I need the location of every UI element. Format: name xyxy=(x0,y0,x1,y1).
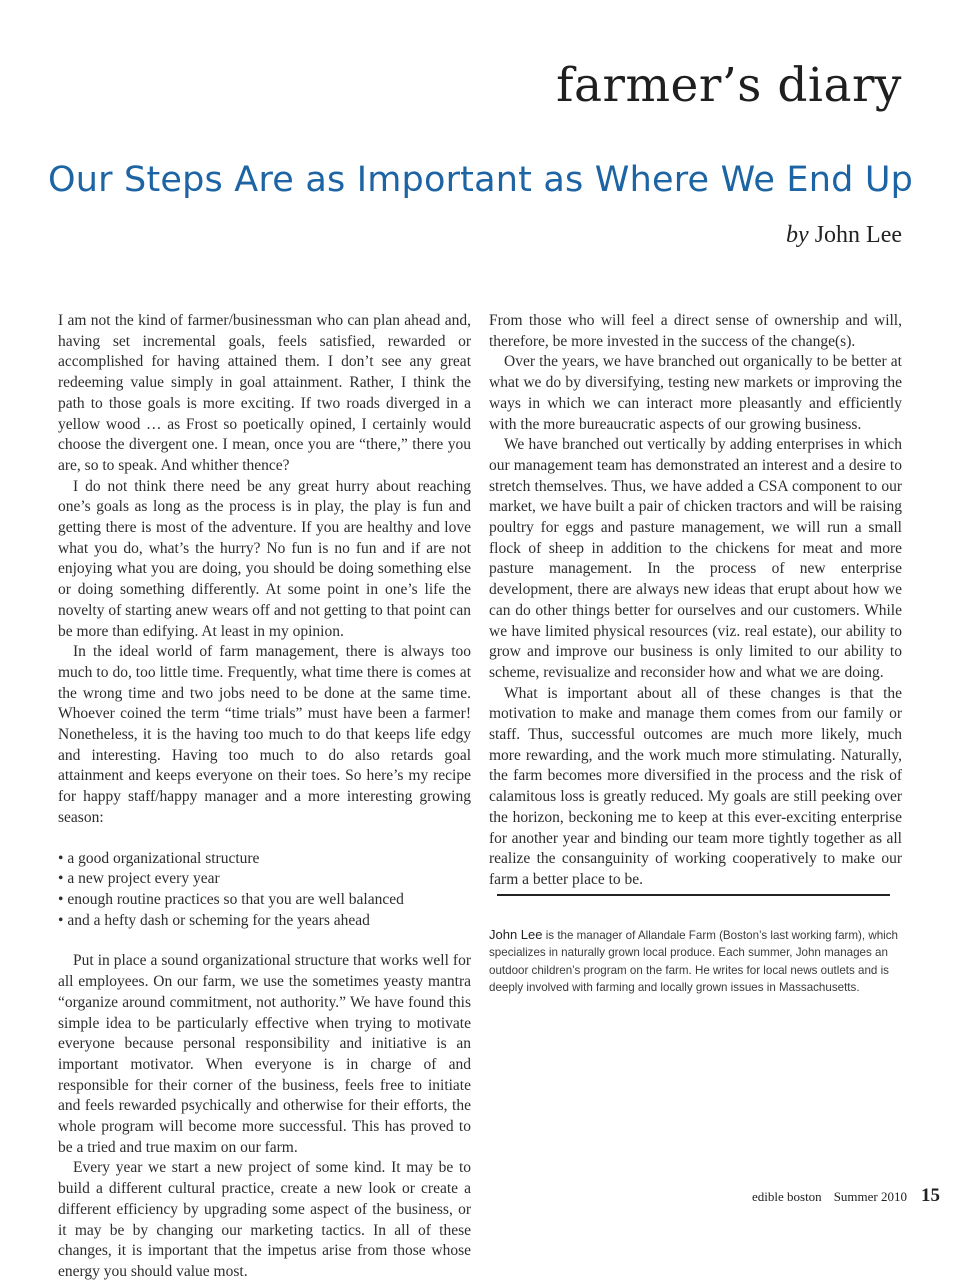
byline-author: John Lee xyxy=(814,222,902,248)
list-item: • enough routine practices so that you are well balanced xyxy=(58,890,471,911)
publication-name: edible boston xyxy=(752,1189,822,1204)
paragraph: I am not the kind of farmer/businessman who can plan ahead and, having set incremental goals, feels satisfied, rewarded or accomplished for having attained them. I don’t see any great redeeming value simply in goal attainment. Rather, I think the path to those goals is more exciting. If two roads diverged in a yellow wood … as Frost so poetically opined, I certainly would choose the divergent one. I mean, once you are “there,” there you are, so to speak. And whither thence? xyxy=(58,312,471,474)
author-bio xyxy=(489,926,905,997)
list-item: • a new project every year xyxy=(58,869,471,890)
bio-author-name: John Lee xyxy=(489,927,543,942)
bio-text: is the manager of Allandale Farm (Boston’s last working farm), which specializes in naturally grown local produce. Each summer, John manages an outdoor children’s program on the farm. He writes for local news outlets and is deeply involved with farming and locally grown issues in Massachusetts. xyxy=(489,929,898,995)
right-column xyxy=(489,311,902,891)
paragraph: I do not think there need be any great hurry about reaching one’s goals as long as the process is in play, the play is fun and getting there is most of the adventure. If you are healthy and love what you do, what’s the hurry? No fun is no fun and if are not enjoying what you are doing, you should be doing something else or doing something differently. At some point in one’s life the novelty of starting anew wears off and not getting to that point can be more than edifying. At least in my opinion. xyxy=(58,477,471,640)
paragraph: Every year we start a new project of some kind. It may be to build a different cultural practice, create a new look or create a different efficiency by upgrading some aspect of the business, or it may be by changing our marketing tactics. In all of these changes, it is important that the impetus arise from those whose energy you should value most. xyxy=(58,1159,471,1280)
paragraph: From those who will feel a direct sense of ownership and will, therefore, be more invested in the success of the change(s). xyxy=(489,312,902,350)
recipe-list xyxy=(58,849,471,932)
list-item: • a good organizational structure xyxy=(58,849,471,870)
paragraph: In the ideal world of farm management, there is always too much to do, too little time. Frequently, what time there is comes at the wrong time and two jobs need to be done at the same time. Whoever coined the term “time trials” must have been a farmer! Nonetheless, it is the having too much to do that keeps life edgy and interesting. Having too much to do also retards goal attainment and keeps everyone on their toes. So here’s my recipe for happy staff/happy manager and a more interesting growing season: xyxy=(58,643,471,826)
paragraph: What is important about all of these changes is that the motivation to make and manage them comes from our family or staff. Thus, successful outcomes are much more likely, much more rewarding, and the work much more stimulating. Naturally, the farm becomes more diversified in the process and the risk of calamitous loss is greatly reduced. My goals are still peeking over the horizon, beckoning me to keep at this ever-exciting enterprise for another year and binding our team more tightly together as all realize the consanguinity of working cooperatively to make our farm a better place to be. xyxy=(489,684,902,888)
list-item: • and a hefty dash or scheming for the years ahead xyxy=(58,911,471,932)
issue-label: Summer 2010 xyxy=(833,1189,907,1204)
bio-divider xyxy=(497,894,890,896)
paragraph: Over the years, we have branched out organically to be better at what we do by diversifying, testing new markets or improving the ways in which we can interact more pleasantly and efficiently with the more bureaucratic aspects of our growing business. xyxy=(489,353,902,433)
left-column xyxy=(58,311,471,1283)
section-title: farmer’s diary xyxy=(556,58,902,113)
article-headline: Our Steps Are as Important as Where We End Up xyxy=(48,160,914,200)
byline xyxy=(786,222,902,249)
page-footer xyxy=(752,1185,940,1207)
page-number: 15 xyxy=(921,1185,940,1206)
paragraph: Put in place a sound organizational structure that works well for all employees. On our farm, we use the sometimes yeasty mantra “organize around commitment, not authority.” We have found this simple idea to be particularly effective when trying to motivate everyone because personal responsibility and initiative is an important motivator. When everyone is in charge of and responsible for their corner of the business, feels free to initiate and feels rewarded psychically and otherwise for their efforts, the whole program will become more successful. This has proved to be a tried and true maxim on our farm. xyxy=(58,952,471,1156)
byline-prefix: by xyxy=(786,222,809,248)
paragraph: We have branched out vertically by adding enterprises in which our management team has demonstrated an interest and a desire to stretch themselves. Thus, we have added a CSA component to our market, we have built a pair of chicken tractors and will be raising poultry for eggs and pasture management, we will run a small flock of sheep in addition to the chickens for meat and more pasture management. In the process of new enterprise development, there are always new ideas that erupt about how we can do other things better for ourselves and our customers. While we have limited physical resources (viz. real estate), our ability to grow and improve our business is only limited to our ability to scheme, revisualize and reconsider how and what we are doing. xyxy=(489,436,902,681)
